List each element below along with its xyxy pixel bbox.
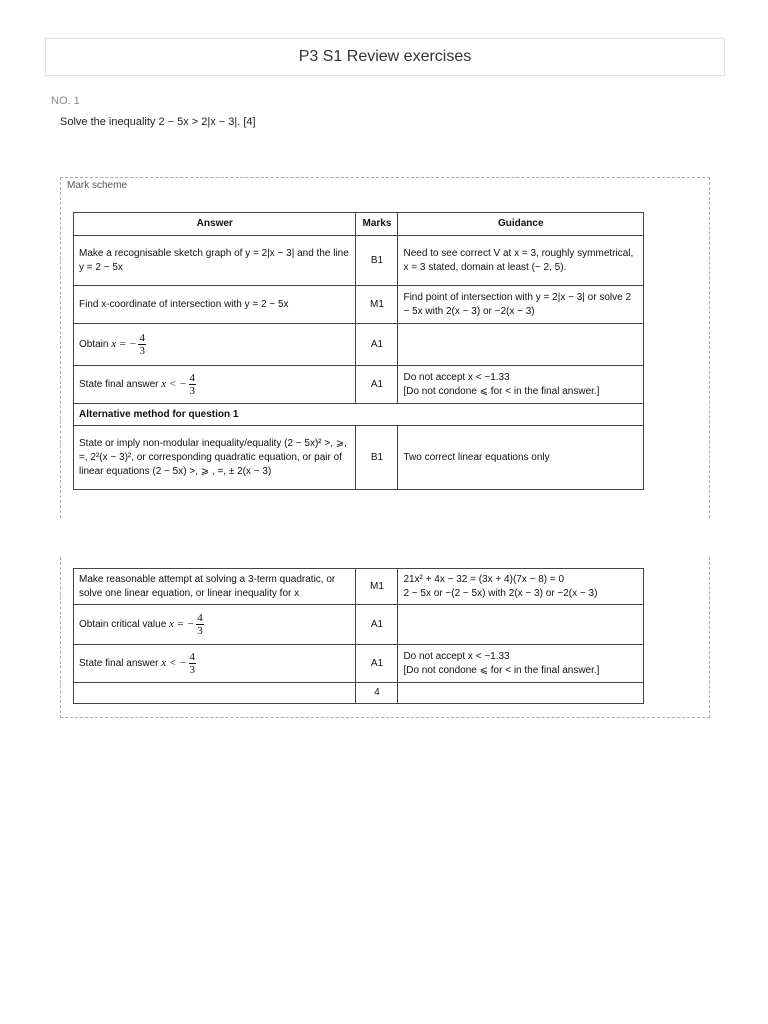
marks-cell: M1 [356,286,398,324]
guidance-line: Do not accept x < −1.33 [403,650,510,662]
answer-cell [74,324,356,366]
answer-text: Obtain [79,339,109,351]
answer-math: x = − [169,618,195,631]
mark-scheme-label: Mark scheme [67,180,128,191]
table-row [74,324,644,366]
page-title: P3 S1 Review exercises [45,38,725,76]
guidance-header: Guidance [398,213,644,236]
guidance-cell: Two correct linear equations only [398,426,644,490]
marks-cell: A1 [356,645,398,683]
answer-cell [74,683,356,704]
answer-cell [74,366,356,404]
guidance-cell [398,605,644,645]
answer-math: x < − [161,657,187,670]
answer-cell [74,645,356,683]
marks-header: Marks [356,213,398,236]
guidance-cell [398,645,644,683]
answer-cell: Make a recognisable sketch graph of y = 2|x − 3| and the line y = 2 − 5x [74,236,356,286]
fraction [138,332,146,357]
table-row [74,236,644,286]
table-header-row [74,213,644,236]
guidance-line: [Do not condone ⩽ for < in the final answer.] [403,664,600,676]
answer-math: x < − [161,378,187,391]
guidance-cell: Need to see correct V at x = 3, roughly symmetrical, x = 3 stated, domain at least (− 2, 5). [398,236,644,286]
table-row [74,286,644,324]
total-row [74,683,644,704]
answer-header: Answer [74,213,356,236]
guidance-cell [398,366,644,404]
fraction [196,612,204,637]
guidance-line: 2 − 5x or −(2 − 5x) with 2(x − 3) or −2(x − 3) [403,587,598,599]
answer-cell: State or imply non-modular inequality/equality (2 − 5x)² >, ⩾, =, 2²(x − 3)², or corresponding quadratic equation, or pair of linear equations (2 − 5x) >, ⩾ , =, ± 2(x − 3) [74,426,356,490]
answer-cell: Find x-coordinate of intersection with y = 2 − 5x [74,286,356,324]
answer-cell [74,605,356,645]
alt-method-heading: Alternative method for question 1 [74,404,644,426]
total-marks-cell: 4 [356,683,398,704]
table-row [74,426,644,490]
table-row [74,605,644,645]
table-row [74,569,644,605]
fraction [189,651,197,676]
marks-cell: A1 [356,324,398,366]
guidance-cell [398,683,644,704]
guidance-cell [398,569,644,605]
fraction [189,372,197,397]
fraction-numerator: 4 [189,372,196,384]
fraction-denominator: 3 [139,345,145,357]
marks-cell: A1 [356,605,398,645]
table-row [74,645,644,683]
marks-cell: M1 [356,569,398,605]
fraction-numerator: 4 [139,332,145,344]
answer-text: State final answer [79,379,159,391]
marks-cell: B1 [356,426,398,490]
fraction-denominator: 3 [197,625,203,637]
table-row [74,366,644,404]
alt-method-row [74,404,644,426]
mark-scheme-table-2 [73,568,644,704]
answer-text: State final answer [79,658,159,670]
fraction-denominator: 3 [189,385,196,397]
marks-cell: B1 [356,236,398,286]
guidance-line: 21x² + 4x − 32 = (3x + 4)(7x − 8) = 0 [403,573,565,585]
fraction-numerator: 4 [197,612,203,624]
fraction-denominator: 3 [189,664,196,676]
marks-cell: A1 [356,366,398,404]
fraction-numerator: 4 [189,651,196,663]
answer-cell: Make reasonable attempt at solving a 3-term quadratic, or solve one linear equation, or linear inequality for x [74,569,356,605]
question-number: NO. 1 [51,95,80,107]
answer-text: Obtain critical value [79,619,167,631]
question-text: Solve the inequality 2 − 5x > 2|x − 3|. [4] [60,116,256,128]
guidance-line: [Do not condone ⩽ for < in the final answer.] [403,385,600,397]
mark-scheme-table-1 [73,212,644,490]
guidance-line: Do not accept x < −1.33 [403,371,510,383]
guidance-cell [398,324,644,366]
answer-math: x = − [111,338,137,351]
guidance-cell: Find point of intersection with y = 2|x − 3| or solve 2 − 5x with 2(x − 3) or −2(x − 3) [398,286,644,324]
